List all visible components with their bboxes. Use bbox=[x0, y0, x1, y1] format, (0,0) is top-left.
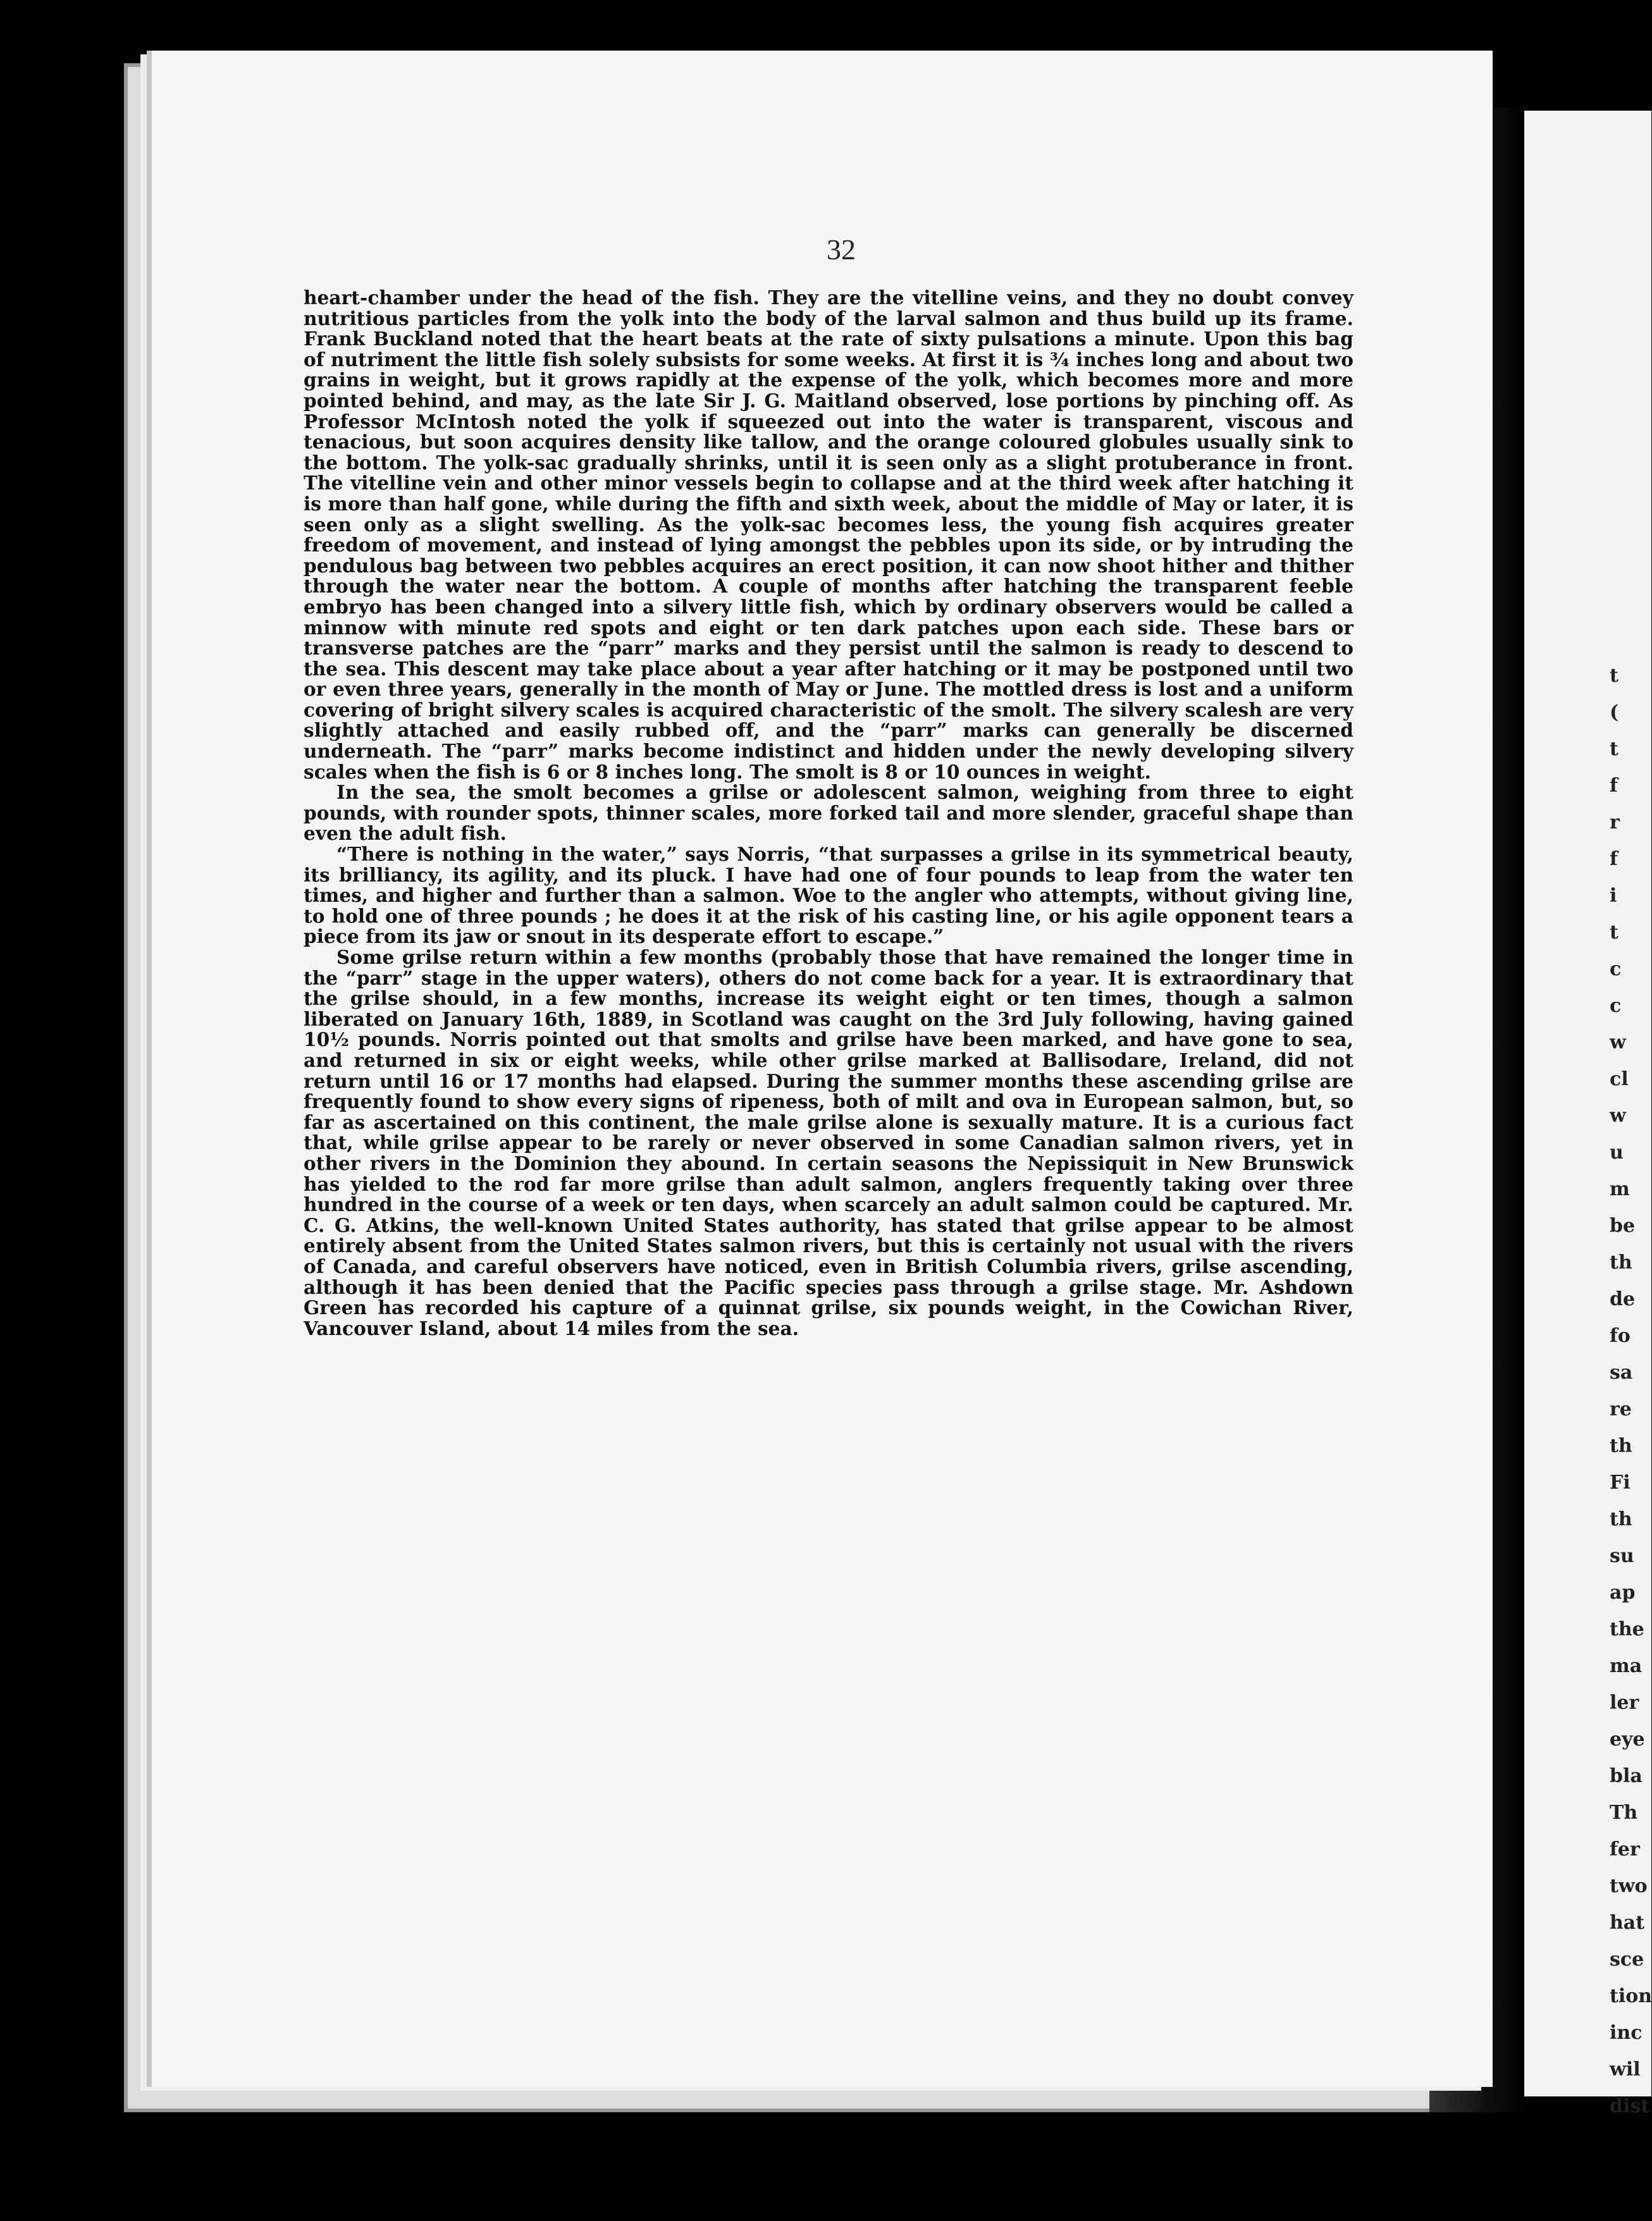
facing-page-fragment: c bbox=[1610, 958, 1622, 980]
facing-page-fragment: fo bbox=[1610, 1325, 1630, 1347]
facing-page-text-fragments bbox=[1610, 658, 1652, 2125]
facing-page-fragment: ( bbox=[1610, 701, 1619, 723]
facing-page-fragment: t bbox=[1610, 665, 1618, 687]
facing-page-fragment: fer bbox=[1610, 1838, 1640, 1861]
facing-page-fragment: th bbox=[1610, 1435, 1632, 1457]
facing-page-fragment: hat bbox=[1610, 1912, 1645, 1934]
facing-page-fragment: inc bbox=[1610, 2022, 1643, 2044]
facing-page-fragment: ma bbox=[1610, 1655, 1643, 1677]
facing-page-fragment: two bbox=[1610, 1875, 1648, 1897]
facing-page-fragment: ap bbox=[1610, 1582, 1636, 1604]
facing-page-fragment: cl bbox=[1610, 1068, 1629, 1090]
facing-page-fragment: bla bbox=[1610, 1765, 1643, 1787]
facing-page-fragment: be bbox=[1610, 1215, 1636, 1237]
facing-page-fragment: re bbox=[1610, 1398, 1632, 1420]
facing-page-fragment: su bbox=[1610, 1545, 1634, 1567]
facing-page-fragment: c bbox=[1610, 995, 1622, 1017]
page-body bbox=[304, 288, 1353, 1339]
facing-page-fragment: dist bbox=[1610, 2095, 1650, 2117]
facing-page-fragment: sa bbox=[1610, 1362, 1633, 1384]
paragraph: “There is nothing in the water,” says Norris, “that surpasses a grilse in its symmetrical beauty, its brilliancy, its agility, and its pluck. I have had one of four pounds to leap from the water ten times, and higher and further than a salmon. Woe to the angler who attempts, without giving line, to hold one of three pounds ; he does it at the risk of his casting line, or his agile opponent tears a piece from its jaw or snout in its desperate effort to escape.” bbox=[304, 843, 1353, 948]
facing-page-fragment: m bbox=[1610, 1178, 1630, 1200]
paragraph: Some grilse return within a few months (probably those that have remained the longer time in the “parr” stage in the upper waters), others do not come back for a year. It is extraordinary that the grilse should, in a few months, increase its weight eight or ten times, though a salmon liberated on January 16th, 1889, in Scotland was caught on the 3rd July following, having gained 10½ pounds. Norris pointed out that smolts and grilse have been marked, and have gone to sea, and returned in six or eight weeks, while other grilse marked at Ballisodare, Ireland, did not return until 16 or 17 months had elapsed. During the summer months these ascending grilse are frequently found to show every signs of ripeness, both of milt and ova in European salmon, but, so far as ascertained on this continent, the male grilse alone is sexually mature. It is a curious fact that, while grilse appear to be rarely or never observed in some Canadian salmon rivers, yet in other rivers in the Dominion they abound. In certain seasons the Nepissiquit in New Brunswick has yielded to the rod far more grilse than adult salmon, anglers frequently taking over three hundred in the course of a week or ten days, when scarcely an adult salmon could be captured. Mr. C. G. Atkins, the well-known United States authority, has stated that grilse appear to be almost entirely absent from the United States salmon rivers, but this is certainly not usual with the rivers of Canada, and careful observers have noticed, even in British Columbia rivers, grilse ascending, although it has been denied that the Pacific species pass through a grilse stage. Mr. Ashdown Green has recorded his capture of a quinnat grilse, six pounds weight, in the Cowichan River, Vancouver Island, about 14 miles from the sea. bbox=[304, 946, 1353, 1339]
facing-page-fragment: de bbox=[1610, 1288, 1636, 1310]
facing-page-fragment: tion bbox=[1610, 1985, 1652, 2007]
facing-page-fragment: wil bbox=[1610, 2058, 1641, 2081]
paragraph: In the sea, the smolt becomes a grilse or adolescent salmon, weighing from three to eight pounds, with rounder spots, thinner scales, more forked tail and more slender, graceful shape than even the adult fish. bbox=[304, 781, 1353, 845]
facing-page-fragment: ler bbox=[1610, 1692, 1639, 1714]
facing-page-fragment: f bbox=[1610, 848, 1618, 870]
facing-page-fragment: w bbox=[1610, 1031, 1626, 1054]
facing-page-fragment: th bbox=[1610, 1252, 1632, 1274]
facing-page-fragment: th bbox=[1610, 1508, 1632, 1530]
facing-page-fragment: eye bbox=[1610, 1728, 1645, 1750]
page-number: 32 bbox=[827, 233, 856, 266]
facing-page-fragment: Th bbox=[1610, 1802, 1638, 1824]
facing-page-fragment: f bbox=[1610, 775, 1618, 797]
facing-page-fragment: t bbox=[1610, 738, 1618, 760]
facing-page-fragment: sce bbox=[1610, 1948, 1644, 1971]
facing-page-fragment: i bbox=[1610, 885, 1617, 907]
facing-page-fragment: w bbox=[1610, 1105, 1626, 1127]
facing-page-fragment: t bbox=[1610, 921, 1618, 944]
facing-page-fragment: u bbox=[1610, 1141, 1624, 1164]
facing-page-fragment: the bbox=[1610, 1618, 1644, 1640]
facing-page-fragment: Fi bbox=[1610, 1472, 1630, 1494]
facing-page-fragment: r bbox=[1610, 811, 1620, 834]
paragraph: heart-chamber under the head of the fish. They are the vitelline veins, and they no doubt convey nutritious particles from the yolk into the body of the larval salmon and thus build up its frame. Frank Buckland noted that the heart beats at the rate of sixty pulsations a minute. Upon this bag of nutriment the little fish solely subsists for some weeks. At first it is ¾ inches long and about two grains in weight, but it grows rapidly at the expense of the yolk, which becomes more and more pointed behind, and may, as the late Sir J. G. Maitland observed, lose portions by pinching off. As Professor McIntosh noted the yolk if squeezed out into the water is transparent, viscous and tenacious, but soon acquires density like tallow, and the orange coloured globules usually sink to the bottom. The yolk-sac gradually shrinks, until it is seen only as a slight protuberance in front. The vitelline vein and other minor vessels begin to collapse and at the third week after hatching it is more than half gone, while during the fifth and sixth week, about the middle of May or later, it is seen only as a slight swelling. As the yolk-sac becomes less, the young fish acquires greater freedom of movement, and instead of lying amongst the pebbles upon its side, or by intruding the pendulous bag between two pebbles acquires an erect position, it can now shoot hither and thither through the water near the bottom. A couple of months after hatching the transparent feeble embryo has been changed into a silvery little fish, which by ordinary observers would be called a minnow with minute red spots and eight or ten dark patches upon each side. These bars or transverse patches are the “parr” marks and they persist until the salmon is ready to descend to the sea. This descent may take place about a year after hatching or it may be postponed until two or even three years, generally in the month of May or June. The mottled dress is lost and a uniform covering of bright silvery scales is acquired characteristic of the smolt. The silvery scalesh are very slightly attached and easily rubbed off, and the “parr” marks can generally be discerned underneath. The “parr” marks become indistinct and hidden under the newly developing silvery scales when the fish is 6 or 8 inches long. The smolt is 8 or 10 ounces in weight. bbox=[304, 286, 1353, 783]
